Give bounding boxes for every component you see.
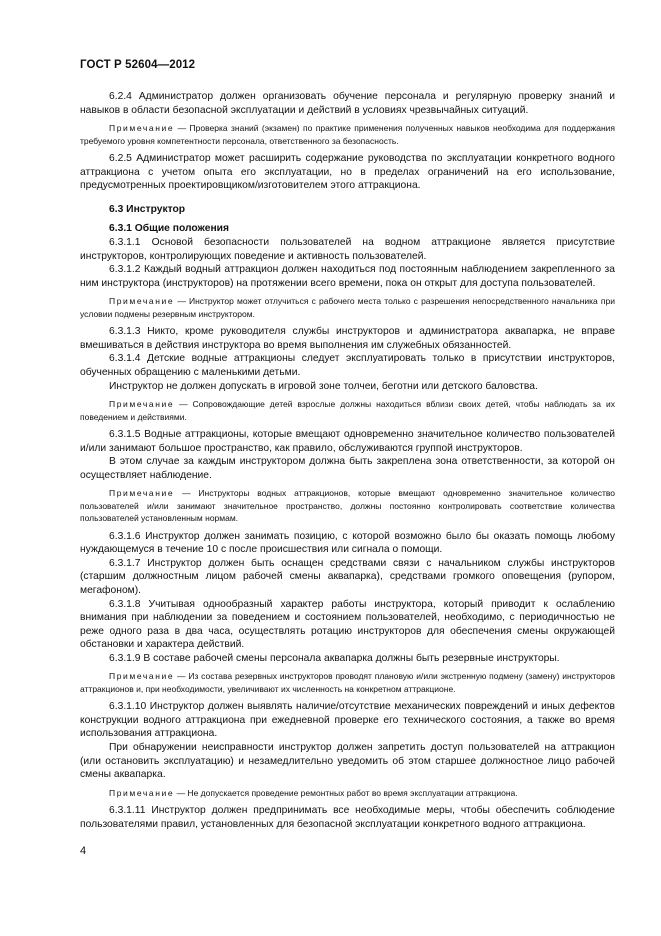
clause-6-3-1-10-continued: При обнаружении неисправности инструктор должен запретить доступ пользователей на аттракцион (или остановить эксплуатацию) и незамедлительно уведомить об этом старшее должностное лицо рабочей смены аквапарка. bbox=[80, 742, 615, 781]
clause-6-3-1-10: 6.3.1.10 Инструктор должен выявлять наличие/отсутствие механических повреждений и иных дефектов конструкции водного аттракциона при ежедневной проверке его технического состояния, а также во время использования аттракциона. bbox=[80, 701, 615, 740]
note-text: — Сопровождающие детей взрослые должны находиться вблизи своих детей, чтобы наблюдать за их поведением и действиями. bbox=[80, 399, 615, 422]
clause-6-2-4: 6.2.4 Администратор должен организовать обучение персонала и регулярную проверку знаний и навыков в области безопасной эксплуатации и действий в условиях чрезвычайных ситуаций. bbox=[80, 91, 615, 116]
standard-header: ГОСТ Р 52604—2012 bbox=[80, 59, 196, 71]
clause-6-2-5: 6.2.5 Администратор может расширить содержание руководства по эксплуатации конкретного водного аттракциона с учетом опыта его эксплуатации, но в пределах ограничений на его использование, предусмотренных проектировщиком/изготовителем этого аттракциона. bbox=[80, 153, 615, 192]
clause-6-3-1-5-continued: В этом случае за каждым инструктором должна быть закреплена зона ответственности, за которой он осуществляет наблюдение. bbox=[80, 456, 615, 481]
clause-6-3-1-1: 6.3.1.1 Основой безопасности пользователей на водном аттракционе является присутствие инструкторов, контролирующих поведение и активность пользователей. bbox=[80, 236, 615, 262]
note-5 bbox=[80, 670, 615, 695]
note-label: Примечание bbox=[109, 671, 175, 682]
note-label: Примечание bbox=[109, 488, 175, 499]
clause-6-3-1-3: 6.3.1.3 Никто, кроме руководителя службы инструкторов и администратора аквапарка, не вправе вмешиваться в действия инструктора во время выполнения им служебных обязанностей. bbox=[80, 326, 615, 351]
clause-6-3-1-7: 6.3.1.7 Инструктор должен быть оснащен средствами связи с начальником службы инструкторов (старшим должностным лицом рабочей смены аквапарка), средствами громкого оповещения (рупором, мегафоном). bbox=[80, 557, 615, 596]
note-label: Примечание bbox=[109, 123, 175, 134]
note-2 bbox=[80, 295, 615, 320]
note-label: Примечание bbox=[109, 296, 175, 307]
section-heading-6-3: 6.3 Инструктор bbox=[109, 203, 186, 215]
clause-6-3-1-4: 6.3.1.4 Детские водные аттракционы следует эксплуатировать только в присутствии инструкторов, обученных обращению с маленькими детьми. bbox=[80, 353, 615, 378]
page-number: 4 bbox=[80, 845, 87, 857]
note-3 bbox=[80, 398, 615, 423]
note-text: — Инструктор может отлучиться с рабочего места только с разрешения непосредственного начальника при условии подмены резервным инструктором. bbox=[80, 296, 615, 319]
clause-6-3-1-5: 6.3.1.5 Водные аттракционы, которые вмещают одновременно значительное количество пользователей и/или занимают большое пространство, как правило, обслуживаются группой инструкторов. bbox=[80, 428, 615, 454]
note-text: — Проверка знаний (экзамен) по практике применения полученных навыков необходима для поддержания требуемого уровня компетентности персонала, ответственного за безопасность. bbox=[80, 123, 615, 146]
clause-6-3-1-2: 6.3.1.2 Каждый водный аттракцион должен находиться под постоянным наблюдением закрепленного за ним инструктора (инструкторов) на протяжении всего времени, пока он открыт для доступа пользователей. bbox=[80, 264, 615, 289]
note-4 bbox=[80, 487, 615, 524]
note-text: — Не допускается проведение ремонтных работ во время эксплуатации аттракциона. bbox=[174, 787, 518, 798]
subsection-heading-6-3-1: 6.3.1 Общие положения bbox=[109, 223, 229, 235]
page-content bbox=[80, 90, 615, 831]
clause-6-3-1-9: 6.3.1.9 В составе рабочей смены персонала аквапарка должны быть резервные инструкторы. bbox=[109, 652, 560, 664]
note-1 bbox=[80, 122, 615, 147]
clause-6-3-1-6: 6.3.1.6 Инструктор должен занимать позицию, с которой возможно было бы оказать помощь любому нуждающемуся в течение 10 с после происшествия или сигнала о помощи. bbox=[80, 530, 615, 556]
note-label: Примечание bbox=[109, 787, 175, 798]
note-6 bbox=[80, 787, 615, 799]
clause-6-3-1-11: 6.3.1.11 Инструктор должен предпринимать все необходимые меры, чтобы обеспечить соблюдение пользователями правил, установленных для безопасной эксплуатации конкретного водного аттракциона. bbox=[80, 805, 615, 830]
note-text: — Из состава резервных инструкторов проводят плановую и/или экстренную подмену (замену) инструкторов аттракционов и, при необходимости, увеличивают их численность на конкретном аттракционе. bbox=[80, 671, 615, 694]
clause-6-3-1-4-continued: Инструктор не должен допускать в игровой зоне толчеи, беготни или детского баловства. bbox=[109, 380, 538, 392]
note-label: Примечание bbox=[109, 399, 175, 410]
clause-6-3-1-8: 6.3.1.8 Учитывая однообразный характер работы инструктора, который приводит к ослаблению внимания при наблюдении за поведением и состоянием пользователей, необходимо, с периодичностью не реже одного раза в два часа, осуществлять ротацию инструкторов для обеспечения смены окружающей обстановки и характера действий. bbox=[80, 598, 615, 651]
note-text: — Инструкторы водных аттракционов, которые вмещают одновременно значительное количество пользователей и/или занимают значительное пространство, должны постоянно контролировать соответствие количества пользователей установленным нормам. bbox=[80, 488, 615, 524]
